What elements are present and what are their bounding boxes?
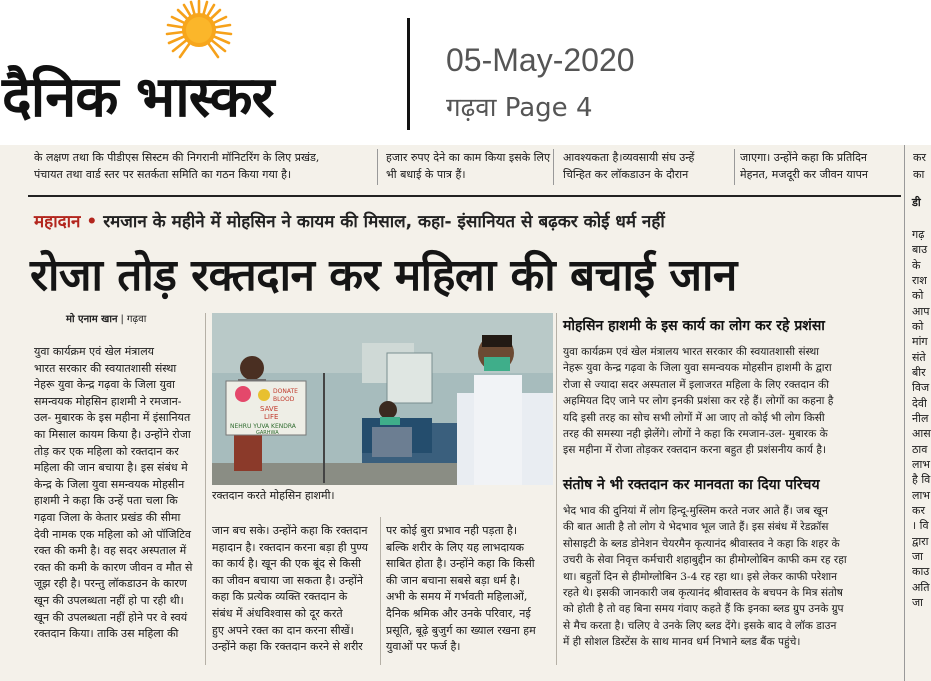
kicker — [34, 209, 665, 232]
body-line: जूझ रही है। परन्तु लॉकडाउन के कारण — [34, 577, 187, 591]
body-line: गढ़वा जिला के केतार प्रखंड की सीमा — [34, 510, 181, 524]
body-line: का कार्य है। खून की एक बूंद से किसी — [212, 557, 362, 571]
fragment-line: विज — [912, 381, 930, 394]
body-line: कहा कि प्रत्येक व्यक्ति रक्तदान के — [212, 590, 348, 604]
body-line: तोड़ कर एक महिला को रक्तदान कर — [34, 444, 179, 458]
byline-separator: | — [120, 314, 124, 325]
body-line: की जान बचाना सबसे बड़ा धर्म है। — [386, 573, 520, 587]
body-line: हुए अपने रक्त का दान करना सीखें। — [212, 623, 354, 637]
strip-column-1 — [34, 149, 319, 183]
body-line: रक्तदान किया। ताकि उस महिला की — [34, 627, 179, 641]
photo-illustration — [212, 313, 553, 485]
body-line: दैनिक श्रमिक और उनके परिवार, नई — [386, 606, 531, 620]
strip-line: भी बधाई के पात्र हैं। — [386, 168, 466, 181]
body-line: पर कोई बुरा प्रभाव नही पड़ता है। — [386, 524, 518, 537]
adjacent-article-fragment — [904, 145, 931, 681]
column-divider — [734, 149, 735, 185]
strip-column-3 — [563, 149, 694, 183]
subheading-santosh: संतोष ने भी रक्तदान कर मानवता का दिया परिचय — [563, 477, 820, 493]
strip-line: के लक्षण तथा कि पीडीएस सिस्टम की निगरानी मॉनिटरिंग के लिए प्रखंड, — [34, 151, 320, 164]
fragment-line: गढ़ — [912, 228, 925, 241]
body-line: भेद भाव की दुनियां में लोग हिन्दू-मुस्लिम करते नजर आते हैं। जब खून — [563, 505, 828, 517]
strip-column-2 — [386, 149, 550, 183]
fragment-line: संते — [912, 351, 926, 364]
byline — [66, 311, 146, 325]
body-line: नेहरू युवा केन्द्र गढ़वा के जिला युवा समन्वयक मोहसीन हाशमी के द्वारा — [563, 362, 832, 375]
praise-body — [563, 344, 896, 459]
fragment-line: नील — [912, 412, 929, 425]
masthead — [0, 0, 931, 145]
fragment-line: लाभ — [912, 458, 931, 471]
article-photo — [212, 313, 553, 485]
column-divider — [556, 313, 557, 665]
body-line: था। बहुतों दिन से हीमोग्लोबिन 3-4 रह रहा था। इसे लेकर काफी परेशान — [563, 570, 838, 583]
poster-text: DONATE — [273, 388, 298, 395]
strip-line: का — [913, 168, 925, 181]
fragment-line: बाउ — [912, 243, 928, 256]
body-line: जान बच सके। उन्होंने कहा कि रक्तदान — [212, 524, 368, 537]
brand-logo: दैनिक भास्कर — [2, 65, 274, 130]
fragment-line: काउ — [912, 565, 930, 578]
body-line: बल्कि शरीर के लिए यह लाभदायक — [386, 540, 524, 554]
body-line: प्रसूति, बूढ़े बुजुर्ग का ख्याल रखना हम — [386, 623, 536, 637]
masthead-divider — [407, 18, 410, 130]
kicker-text: रमजान के महीने में मोहसिन ने कायम की मिसाल, कहा- इंसानियत से बढ़कर कोई धर्म नहीं — [103, 212, 665, 232]
fragment-line: आप — [912, 305, 930, 318]
body-line: महादान है। रक्तदान करना बड़ा ही पुण्य — [212, 540, 368, 554]
body-line: युवा कार्यक्रम एवं खेल मंत्रालय भारत सरकार की स्वयातशासी संस्था — [563, 346, 819, 358]
body-line: सोसाइटी के ब्लड डोनेशन चेयरमैन कृत्यानंद श्रीवास्तव ने कहा कि शहर के — [563, 537, 840, 550]
fragment-line: मांग — [912, 335, 928, 348]
body-line: उल- मुबारक के इस महीना में इंसानियत — [34, 411, 191, 425]
body-line: का मिसाल कायम किया है। उन्होंने रोजा — [34, 427, 191, 441]
body-line: रक्त की कमी के कारण जीवन व मौत से — [34, 560, 193, 574]
body-line: तरह की समस्या नही झेलेंगे। लोगों ने कहा कि रमजान-उल- मुबारक के — [563, 428, 828, 441]
strip-line: मेहनत, मजदूरी कर जीवन यापन — [740, 168, 868, 181]
headline: रोजा तोड़ रक्तदान कर महिला की बचाई जान — [30, 250, 737, 301]
fragment-line: ठाव — [912, 443, 928, 456]
body-line: इस महीना में रोजा तोड़कर रक्तदान करना बहुत ही प्रशंसनीय कार्य है। — [563, 444, 826, 457]
strip-line: चिन्हित कर लॉकडाउन के दौरान — [563, 168, 689, 181]
poster-text: NEHRU YUVA KENDRA — [230, 423, 296, 430]
strip-column-4 — [740, 149, 868, 183]
edition-date: 05-May-2020 — [446, 42, 635, 78]
body-line: खून की उपलब्धता नहीं होने पर वे स्वयं — [34, 610, 188, 624]
kicker-bullet: • — [86, 212, 98, 232]
strip-line: पंचायत तथा वार्ड स्तर पर सतर्कता समिति का गठन किया गया है। — [34, 168, 292, 181]
body-line: अभी के समय में गर्भवती महिलाओं, — [386, 590, 528, 604]
subheading-praise: मोहसिन हाशमी के इस कार्य का लोग कर रहे प्रशंसा — [563, 318, 825, 334]
fragment-line: को — [912, 320, 924, 333]
body-line: युवा कार्यक्रम एवं खेल मंत्रालय — [34, 345, 155, 358]
sun-logo-icon — [163, 0, 235, 60]
byline-place: गढ़वा — [126, 314, 147, 325]
byline-author: मो एनाम खान — [66, 314, 118, 325]
column-divider — [380, 517, 381, 665]
body-line: समन्वयक मोहसिन हाशमी ने रमजान- — [34, 394, 182, 408]
fragment-line: कर — [912, 504, 925, 517]
body-line: हाशमी ने कहा कि उन्हें पता चला कि — [34, 494, 178, 508]
article-column-2 — [212, 523, 377, 656]
column-divider — [205, 313, 206, 665]
edition-page: गढ़वा Page 4 — [446, 93, 593, 123]
fragment-line: द्वारा — [912, 535, 929, 548]
fragment-line: को — [912, 289, 924, 302]
article-column-3 — [386, 523, 549, 656]
fragment-line: जा — [912, 596, 924, 609]
body-line: में ही सोशल डिस्टेंस के साथ मानव धर्म निभाने ब्लड बैंक पहुंचे। — [563, 636, 801, 649]
fragment-line: है वि — [912, 473, 931, 486]
fragment-line: अति — [912, 581, 930, 594]
body-line: महिला की जान बचाया है। इस संबंध मे — [34, 461, 188, 475]
fragment-line: लाभ — [912, 489, 931, 502]
poster-text: SAVE — [260, 405, 279, 413]
body-line: को होती है तो वह बिना समय गंवाए कहते हैं कि इनका ब्लड ग्रुप उनके ग्रुप — [563, 603, 844, 616]
fragment-line: बीर — [912, 366, 926, 379]
body-line: रोजा से ज्यादा सदर अस्पताल में इलाजरत महिला के लिए रक्तदान की — [563, 378, 829, 391]
fragment-line: के — [912, 259, 921, 272]
body-line: यदि इसी तरह का सोच सभी लोगों में आ जाए तो कोई भी लोग किसी — [563, 411, 825, 424]
strip-line: जाएगा। उन्होंने कहा कि प्रतिदिन — [740, 151, 868, 164]
fragment-line: राश — [912, 274, 927, 287]
body-line: से मैच करता है। चलिए वे उनके लिए ब्लड देंगे। इसके बाद वे लॉक डाउन — [563, 619, 837, 632]
strip-line: कर — [913, 151, 926, 164]
body-line: भारत सरकार की स्वयातशासी संस्था — [34, 361, 177, 375]
body-line: की बात आती है तो लोग ये भेदभाव भूल जाते हैं। इस संबंध में रेडक्रॉस — [563, 521, 829, 534]
fragment-line: । वि — [912, 519, 929, 532]
article-column-1 — [34, 344, 200, 643]
body-line: केन्द्र के जिला युवा समन्वयक मोहसीन — [34, 477, 185, 491]
poster-text: GARHWA — [256, 430, 279, 436]
fragment-line: आस — [912, 427, 931, 440]
body-line: उन्होंने कहा कि रक्तदान करने से शरीर — [212, 640, 363, 654]
body-line: साबित होता है। उन्होंने कहा कि किसी — [386, 557, 535, 571]
poster-text: BLOOD — [273, 396, 295, 403]
kicker-tag: महादान — [34, 212, 81, 232]
fragment-line: देवी — [912, 397, 927, 410]
fragment-line: डी — [912, 196, 921, 209]
column-divider — [377, 149, 378, 185]
body-line: रहते थे। इसकी जानकारी जब कृत्यानंद श्रीवास्तव के बचपन के मित्र संतोष — [563, 587, 843, 600]
newspaper-clipping — [0, 145, 931, 681]
strip-line: हजार रुपए देने का काम किया इसके लिए — [386, 151, 551, 164]
body-line: उचरी के सेवा निवृत्त कर्मचारी शहाबुद्दीन का हीमोग्लोबिन काफी कम रह रहा — [563, 554, 847, 567]
poster-text: LIFE — [264, 413, 279, 421]
strip-line: आवश्यकता है।व्यवसायी संघ उन्हें — [563, 151, 695, 164]
body-line: रक्त की कमी है। वह सदर अस्पताल में — [34, 544, 187, 558]
section-rule — [28, 195, 901, 197]
body-line: संबंध में अंधविश्वास को दूर करते — [212, 606, 343, 620]
body-line: युवाओं पर फर्ज है। — [386, 640, 461, 654]
body-line: का जीवन बचाया जा सकता है। उन्होंने — [212, 573, 363, 587]
fragment-line: जा — [912, 550, 924, 563]
body-line: देवी नामक एक महिला को ओ पॉजिटिव — [34, 527, 192, 541]
body-line: नेहरू युवा केन्द्र गढ़वा के जिला युवा — [34, 378, 175, 392]
body-line: खून की उपलब्धता नहीं हो पा रही थी। — [34, 593, 184, 607]
santosh-body — [563, 503, 896, 651]
body-line: अहमियत दिए जाने पर लोग इनकी प्रशंसा कर रहे हैं। लोगों का कहना है — [563, 395, 834, 408]
column-divider — [553, 149, 554, 185]
photo-caption: रक्तदान करते मोहसिन हाशमी। — [212, 489, 335, 502]
